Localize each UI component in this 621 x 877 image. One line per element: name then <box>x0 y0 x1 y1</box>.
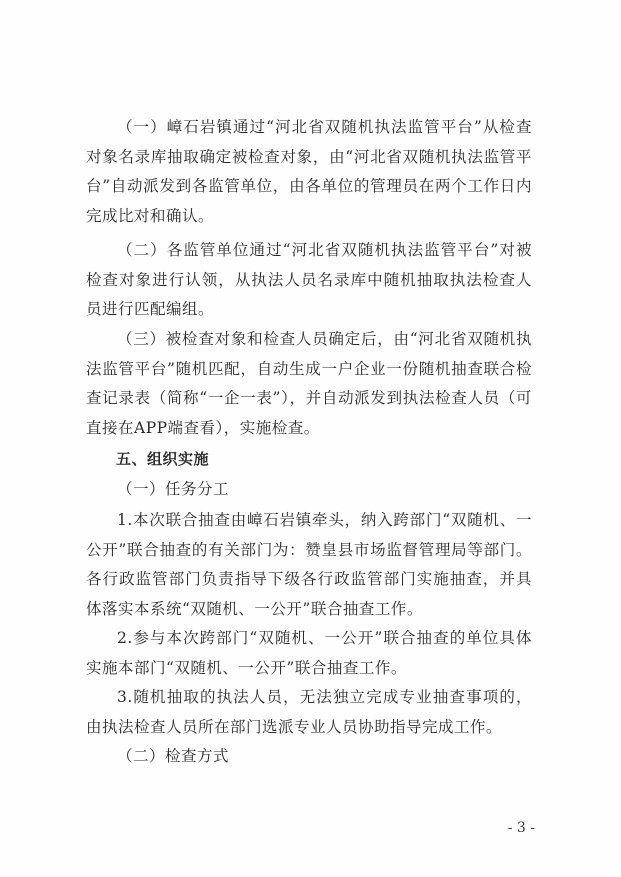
paragraph-task-1: 1.本次联合抽查由嶂石岩镇牵头，纳入跨部门“双随机、一公开”联合抽查的有关部门为：赞皇县市场监督管理局等部门。各行政监管部门负责指导下级各行政监管部门实施抽查，并具体落实本系统“双随机、一公开”联合抽查工作。 <box>86 511 532 618</box>
subsection-heading-task-division: （一）任务分工 <box>117 480 230 498</box>
page-number: - 3 - <box>507 820 535 836</box>
paragraph-platform-selection: （一）嶂石岩镇通过“河北省双随机执法监管平台”从检查对象名录库抽取确定被检查对象，由“河北省双随机执法监管平台”自动派发到各监管单位，由各单位的管理员在两个工作日内完成比对和确认。 <box>86 118 532 225</box>
paragraph-task-3: 3.随机抽取的执法人员，无法独立完成专业抽查事项的，由执法检查人员所在部门选派专业人员协助指导完成工作。 <box>86 688 532 736</box>
paragraph-random-matching: （三）被检查对象和检查人员确定后，由“河北省双随机执法监管平台”随机匹配，自动生成一户企业一份随机抽查联合检查记录表（简称“一企一表”），并自动派发到执法检查人员（可直接在APP端查看），实施检查。 <box>86 330 532 437</box>
subsection-heading-inspection-method: （二）检查方式 <box>117 747 230 765</box>
paragraph-unit-claim: （二）各监管单位通过“河北省双随机执法监管平台”对被检查对象进行认领，从执法人员名录库中随机抽取执法检查人员进行匹配编组。 <box>86 241 532 318</box>
paragraph-task-2: 2.参与本次跨部门“双随机、一公开”联合抽查的单位具体实施本部门“双随机、一公开”联合抽查工作。 <box>86 629 532 677</box>
section-heading-organization: 五、组织实施 <box>116 450 210 468</box>
